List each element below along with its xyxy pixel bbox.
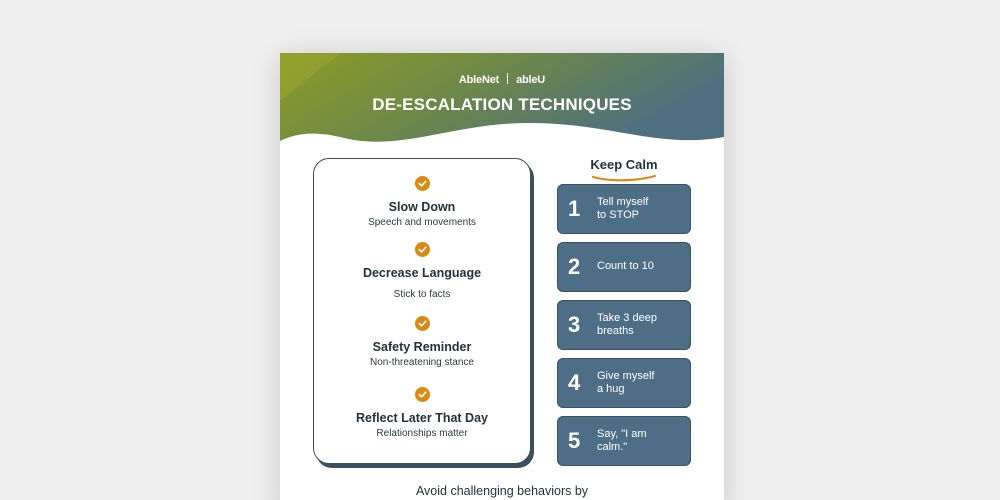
heading-underline: [591, 174, 657, 182]
calm-step: [557, 242, 691, 292]
infographic-sheet: [280, 53, 724, 500]
step-number: 2: [568, 254, 581, 279]
ableu-logo: ableU: [516, 74, 546, 86]
calm-step: [557, 358, 691, 408]
keep-calm-heading: Keep Calm: [590, 157, 658, 172]
techniques-card: [313, 158, 531, 464]
checkmark-icon: [415, 316, 430, 331]
step-number: 1: [568, 196, 581, 221]
brand-logos: [280, 73, 724, 86]
step-number: 4: [568, 370, 581, 395]
checkmark-icon: [415, 176, 430, 191]
logo-divider: [507, 73, 508, 84]
calm-step: [557, 300, 691, 350]
technique-subtitle: Relationships matter: [376, 428, 468, 439]
technique-item: [314, 176, 530, 228]
step-text: Give myself a hug: [597, 369, 655, 395]
technique-title: Slow Down: [388, 200, 456, 214]
technique-subtitle: Non-threatening stance: [370, 357, 474, 368]
checkmark-icon: [415, 387, 430, 402]
ablenet-logo: AbleNet: [458, 74, 500, 86]
page-title: DE-ESCALATION TECHNIQUES: [372, 95, 632, 114]
technique-item: [314, 387, 530, 439]
technique-title: Reflect Later That Day: [356, 411, 488, 425]
step-number: 3: [568, 312, 581, 337]
step-text: Say, "I am calm.": [597, 427, 647, 453]
technique-item: [314, 242, 530, 300]
technique-subtitle: Stick to facts: [393, 289, 451, 300]
footer-text: Avoid challenging behaviors by: [415, 484, 589, 498]
step-text: Tell myself to STOP: [597, 195, 649, 221]
step-text: Take 3 deep breaths: [597, 311, 657, 337]
technique-item: [314, 316, 530, 368]
step-number: 5: [568, 428, 581, 453]
step-text: Count to 10: [597, 260, 654, 272]
checkmark-icon: [415, 242, 430, 257]
calm-step: [557, 416, 691, 466]
calm-step: [557, 184, 691, 234]
technique-subtitle: Speech and movements: [368, 217, 476, 228]
technique-title: Safety Reminder: [372, 340, 472, 354]
technique-title: Decrease Language: [362, 266, 482, 280]
